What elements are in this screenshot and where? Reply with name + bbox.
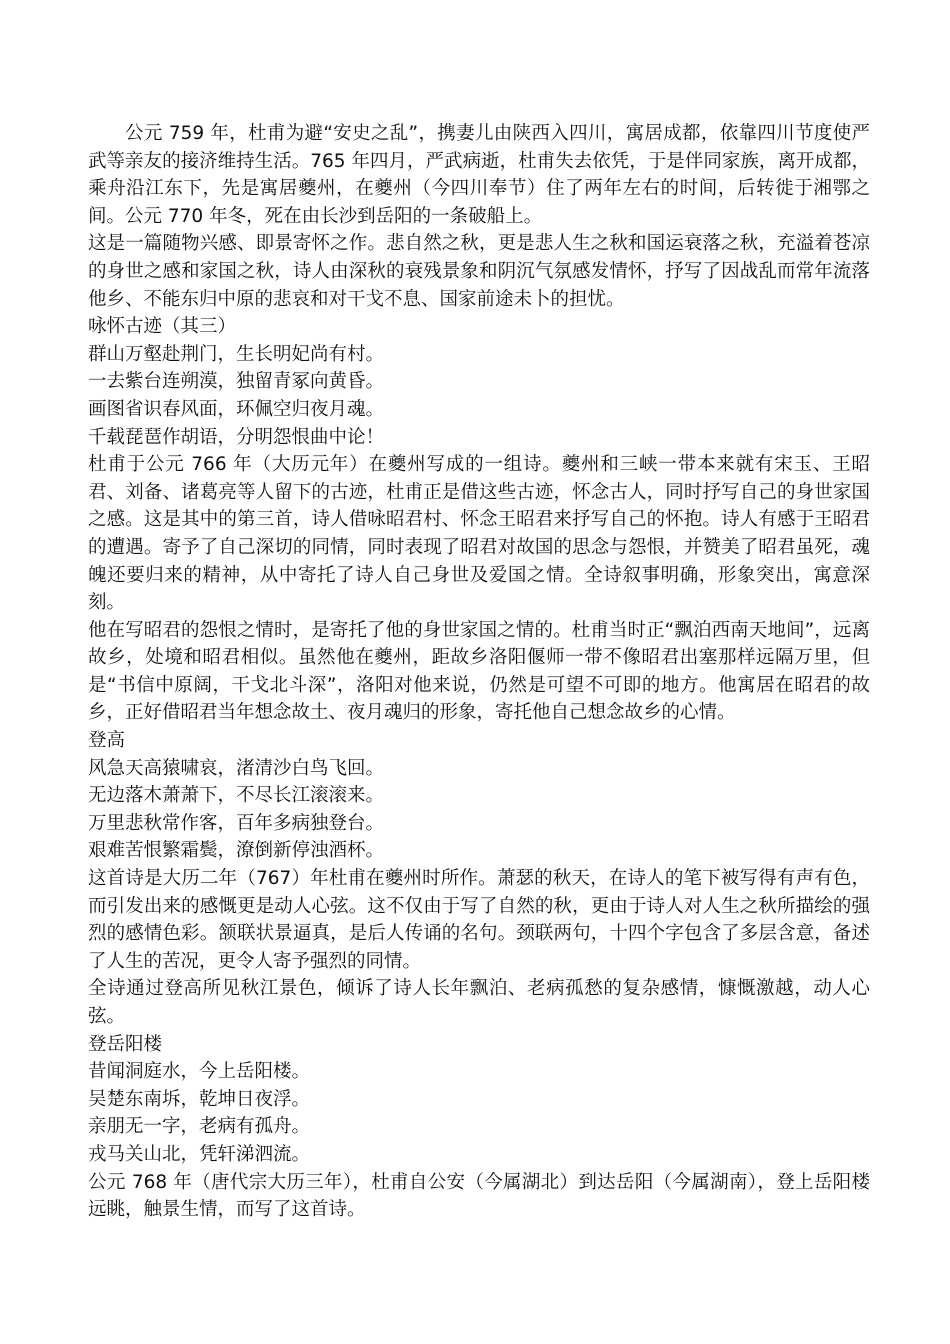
poem-line: 一去紫台连朔漠，独留青冢向黄昏。 — [88, 371, 385, 393]
paragraph-autumn-commentary: 这是一篇随物兴感、即景寄怀之作。悲自然之秋，更是悲人生之秋和国运衰落之秋，充溢着苍凉的身世之感和家国之秋，诗人由深秋的衰残景象和阴沉气氛感发情怀，抒写了因战乱而常年流落他乡、不能东归中原的悲哀和对干戈不息、国家前途未卜的担忧。 — [88, 233, 870, 310]
poem-line: 群山万壑赴荆门，生长明妃尚有村。 — [88, 343, 385, 365]
poem-line: 千载琵琶作胡语，分明怨恨曲中论！ — [88, 426, 385, 448]
poem-title-deng-yueyang-lou: 登岳阳楼 — [88, 1033, 163, 1055]
poem-title-yonghuai-guji: 咏怀古迹（其三） — [88, 316, 237, 338]
poem-line: 无边落木萧萧下，不尽长江滚滚来。 — [88, 785, 385, 807]
poem-line: 风急天高猿啸哀，渚清沙白鸟飞回。 — [88, 757, 385, 779]
poem-line: 万里悲秋常作客，百年多病独登台。 — [88, 812, 385, 834]
paragraph-zhaojun-commentary: 他在写昭君的怨恨之情时，是寄托了他的身世家国之情的。杜甫当时正“飘泊西南天地间”，远离故乡，处境和昭君相似。虽然他在夔州，距故乡洛阳偃师一带不像昭君出塞那样远隔万里，但是“书信中原阔，干戈北斗深”，洛阳对他来说，仍然是可望不可即的地方。他寓居在昭君的故乡，正好借昭君当年想念故土、夜月魂归的形象，寄托他自己想念故乡的心情。 — [88, 619, 870, 724]
paragraph-denggao-commentary: 这首诗是大历二年（767）年杜甫在夔州时所作。萧瑟的秋天，在诗人的笔下被写得有声有色，而引发出来的感慨更是动人心弦。这不仅由于写了自然的秋，更由于诗人对人生之秋所描绘的强烈的感情色彩。颔联状景逼真，是后人传诵的名句。颈联两句，十四个字包含了多层含意，备述了人生的苦况，更令人寄予强烈的同情。 — [88, 868, 870, 972]
poem-line: 艰难苦恨繁霜鬓，潦倒新停浊酒杯。 — [88, 840, 385, 862]
poem-line: 戎马关山北，凭轩涕泗流。 — [88, 1143, 311, 1165]
poem-title-denggao: 登高 — [88, 730, 126, 752]
poem-line: 昔闻洞庭水，今上岳阳楼。 — [88, 1061, 311, 1083]
paragraph-denggao-summary: 全诗通过登高所见秋江景色，倾诉了诗人长年飘泊、老病孤愁的复杂感情，慷慨激越，动人心弦。 — [88, 978, 870, 1027]
document-body — [88, 120, 870, 1224]
poem-line: 画图省识春风面，环佩空归夜月魂。 — [88, 398, 385, 420]
paragraph-yueyang-commentary: 公元 768 年（唐代宗大历三年），杜甫自公安（今属湖北）到达岳阳（今属湖南），登上岳阳楼远眺，触景生情，而写了这首诗。 — [88, 1171, 870, 1221]
poem-line: 吴楚东南坼，乾坤日夜浮。 — [88, 1088, 311, 1110]
paragraph-yonghuai-commentary: 杜甫于公元 766 年（大历元年）在夔州写成的一组诗。夔州和三峡一带本来就有宋玉、王昭君、刘备、诸葛亮等人留下的古迹，杜甫正是借这些古迹，怀念古人，同时抒写自己的身世家国之感。这是其中的第三首，诗人借咏昭君村、怀念王昭君来抒写自己的怀抱。诗人有感于王昭君的遭遇。寄予了自己深切的同情，同时表现了昭君对故国的思念与怨恨，并赞美了昭君虽死，魂魄还要归来的精神，从中寄托了诗人自己身世及爱国之情。全诗叙事明确，形象突出，寓意深刻。 — [88, 454, 870, 614]
poem-line: 亲朋无一字，老病有孤舟。 — [88, 1116, 311, 1138]
paragraph-biography: 公元 759 年，杜甫为避“安史之乱”，携妻儿由陕西入四川，寓居成都，依靠四川节度使严武等亲友的接济维持生活。765 年四月，严武病逝，杜甫失去依凭，于是伴同家族，离开成都，乘舟沿江东下，先是寓居夔州，在夔州（今四川奉节）住了两年左右的时间，后转徙于湘鄂之间。公元 770 年冬，死在由长沙到岳阳的一条破船上。 — [88, 123, 870, 227]
